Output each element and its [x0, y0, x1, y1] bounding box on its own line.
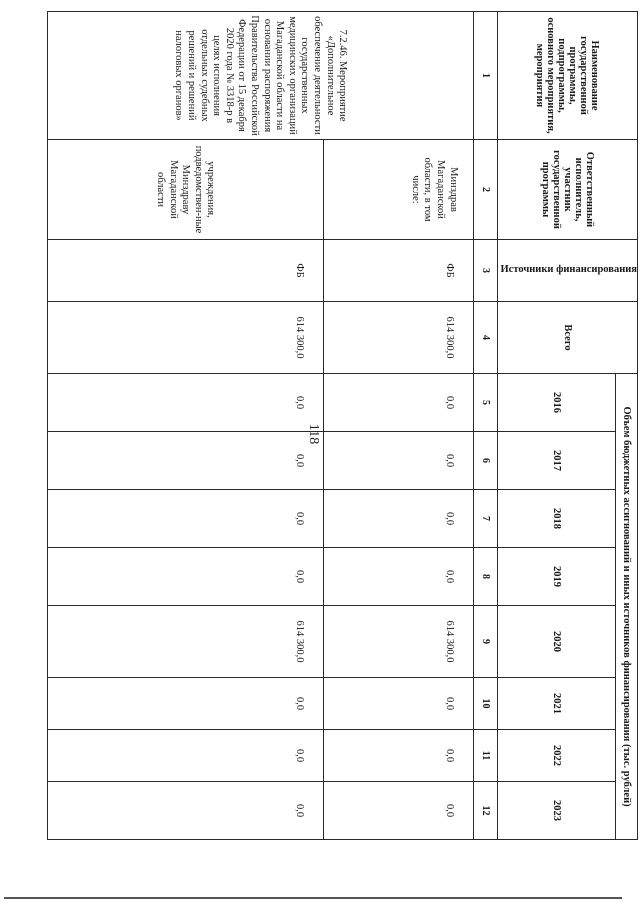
value-cell: 0,0 — [323, 548, 473, 606]
column-number-row — [473, 12, 497, 840]
header-year: 2022 — [497, 730, 616, 782]
value-cell: 0,0 — [323, 374, 473, 432]
col-number: 7 — [473, 490, 497, 548]
header-year: 2017 — [497, 432, 616, 490]
col-number: 8 — [473, 548, 497, 606]
header-total: Всего — [497, 302, 637, 374]
header-year: 2018 — [497, 490, 616, 548]
value-cell: 0,0 — [323, 490, 473, 548]
header-year: 2023 — [497, 782, 616, 840]
value-cell: 0,0 — [323, 678, 473, 730]
header-source-text: Источники финансирования — [500, 264, 637, 276]
rotated-table-frame — [58, 11, 638, 839]
scan-edge-line — [4, 897, 622, 899]
budget-table — [47, 11, 638, 840]
value-cell: 0,0 — [47, 730, 323, 782]
header-executor: Ответственный исполнитель, участник государственной программы — [497, 140, 637, 240]
col-number: 4 — [473, 302, 497, 374]
value-cell: 0,0 — [323, 432, 473, 490]
source-cell: ФБ — [323, 240, 473, 302]
table-row — [323, 12, 473, 840]
value-cell: 0,0 — [47, 782, 323, 840]
measure-name-cell: 7.2.46. Мероприятие «Дополнительное обеспечение деятельности государственных медицинских организаций Магаданской области на основании распоряжения Правительства Российской Федерации от 15 декабря 2020 года № 3318-р в целях исполнения отдельных судебных решений и решений налоговых органов» — [47, 12, 473, 140]
value-cell: 0,0 — [323, 782, 473, 840]
header-year: 2016 — [497, 374, 616, 432]
header-name: Наименование государственной программы, подпрограммы, основного мероприятия, мероприятия — [497, 12, 637, 140]
value-cell: 0,0 — [47, 374, 323, 432]
value-cell: 0,0 — [47, 548, 323, 606]
executor-cell: Минздрав Магаданской области, в том числе: — [323, 140, 473, 240]
header-year: 2020 — [497, 606, 616, 678]
value-cell: 614 300,0 — [47, 606, 323, 678]
source-cell: ФБ — [47, 240, 323, 302]
header-year: 2021 — [497, 678, 616, 730]
col-number: 2 — [473, 140, 497, 240]
col-number: 9 — [473, 606, 497, 678]
header-year: 2019 — [497, 548, 616, 606]
page-number: 118 — [306, 423, 321, 445]
col-number: 6 — [473, 432, 497, 490]
total-cell: 614 300,0 — [47, 302, 323, 374]
value-cell: 0,0 — [47, 432, 323, 490]
value-cell: 0,0 — [47, 678, 323, 730]
total-cell: 614 300,0 — [323, 302, 473, 374]
col-number: 3 — [473, 240, 497, 302]
header-group: Объем бюджетных ассигнований и иных источников финансирования (тыс. рублей) — [616, 374, 638, 840]
value-cell: 614 300,0 — [323, 606, 473, 678]
value-cell: 0,0 — [47, 490, 323, 548]
col-number: 10 — [473, 678, 497, 730]
col-number: 5 — [473, 374, 497, 432]
col-number: 1 — [473, 12, 497, 140]
col-number: 12 — [473, 782, 497, 840]
value-cell: 0,0 — [323, 730, 473, 782]
header-source — [497, 240, 637, 302]
table-rotated-content — [58, 11, 638, 839]
col-number: 11 — [473, 730, 497, 782]
executor-cell: учреждения, подведомствен-ные Минздраву Магаданской области — [47, 140, 323, 240]
